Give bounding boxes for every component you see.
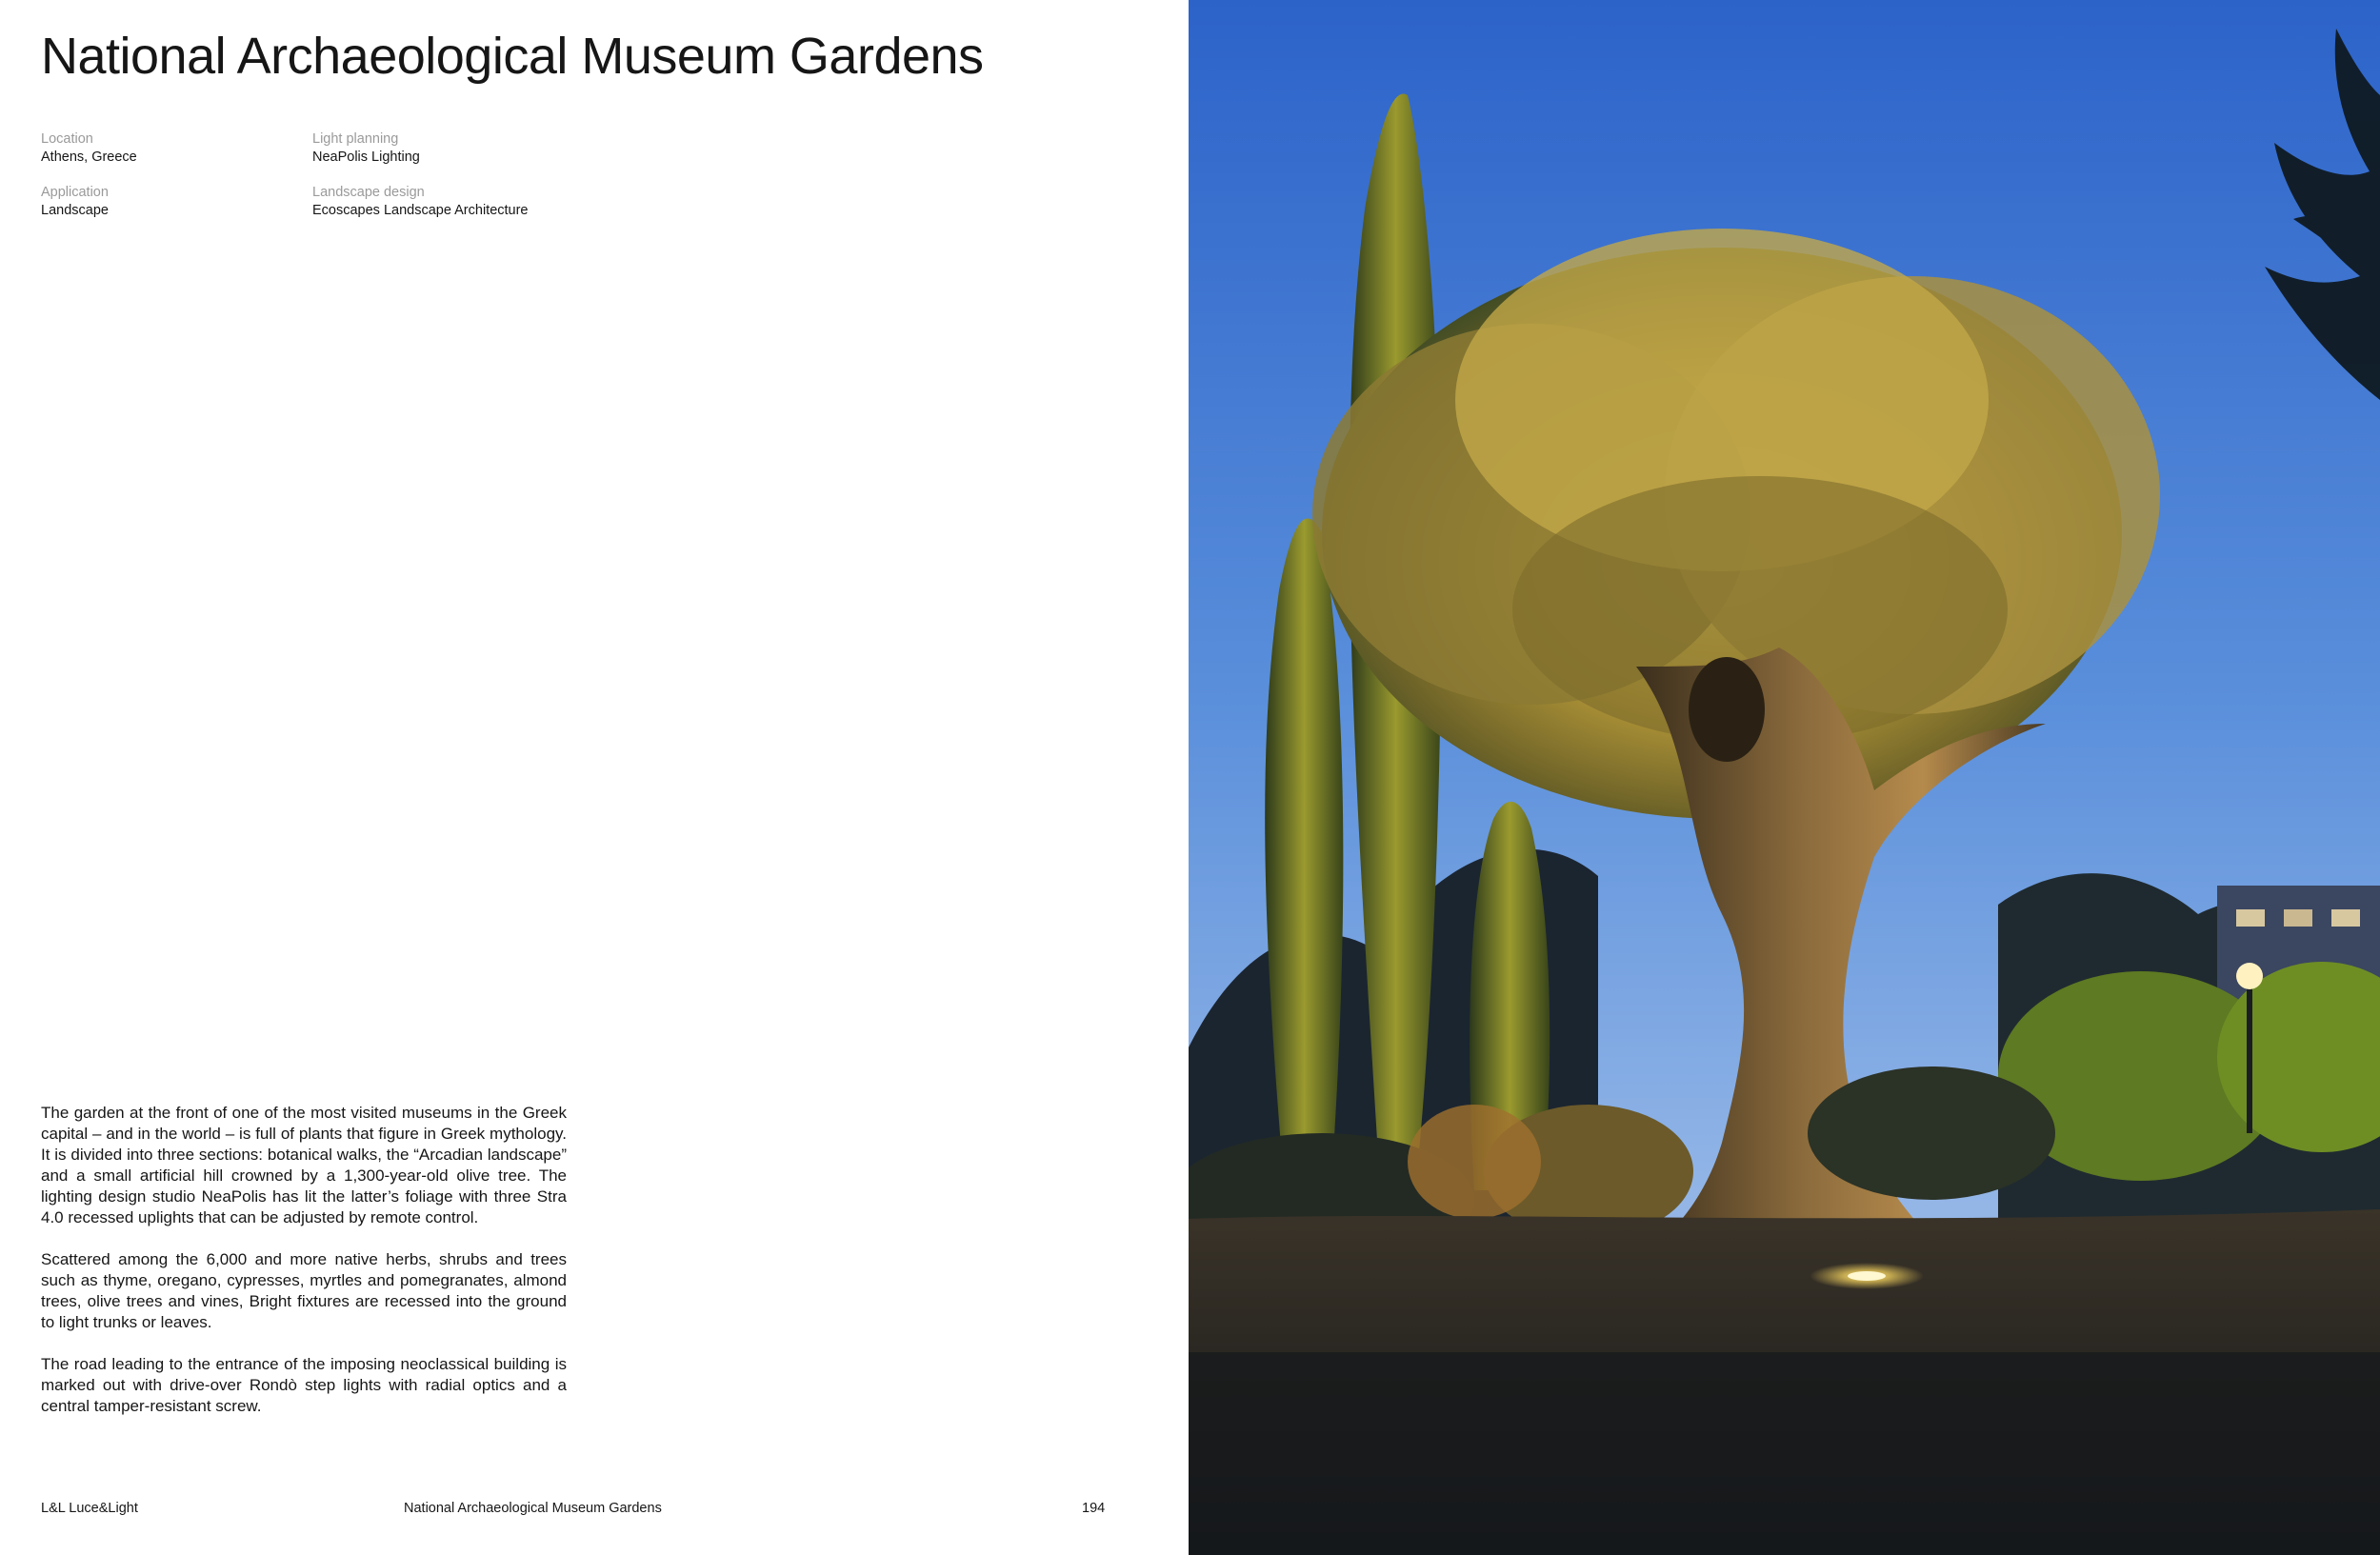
meta-light-planning-label: Light planning [312,131,399,147]
footer-page-number: 194 [1082,1501,1106,1516]
body-paragraph: The road leading to the entrance of the imposing neoclassical building is marked out with drive-over Rondò step lights with radial optics and a central tamper-resistant screw. [41,1355,567,1415]
article-body [41,1103,567,1438]
meta-landscape-design-value: Ecoscapes Landscape Architecture [312,203,529,218]
meta-location-label: Location [41,131,93,147]
meta-application-value: Landscape [41,203,109,218]
page-title: National Archaeological Museum Gardens [41,28,984,85]
meta-application [41,184,109,220]
meta-light-planning [312,130,420,167]
meta-application-label: Application [41,185,109,200]
footer-section: National Archaeological Museum Gardens [404,1501,662,1516]
night-lit-olive-tree-photo [1189,0,2380,1555]
footer-publication: L&L Luce&Light [41,1501,138,1516]
body-paragraph: The garden at the front of one of the most visited museums in the Greek capital – and in the world – is full of plants that figure in Greek mythology. It is divided into three sections: botanical walks, the “Arcadian landscape” and a small artificial hill crowned by a 1,300-year-old olive tree. The lighting design studio NeaPolis has lit the latter’s foliage with three Stra 4.0 recessed uplights that can be adjusted by remote control. [41,1104,567,1226]
meta-location [41,130,137,167]
meta-landscape-design [312,184,529,220]
text-page [0,0,1189,1555]
meta-landscape-design-label: Landscape design [312,185,425,200]
meta-light-planning-value: NeaPolis Lighting [312,150,420,165]
body-paragraph: Scattered among the 6,000 and more native herbs, shrubs and trees such as thyme, oregano, cypresses, myrtles and pomegranates, almond trees, olive trees and vines, Bright fixtures are recessed into the ground to light trunks or leaves. [41,1250,567,1331]
meta-location-value: Athens, Greece [41,150,137,165]
